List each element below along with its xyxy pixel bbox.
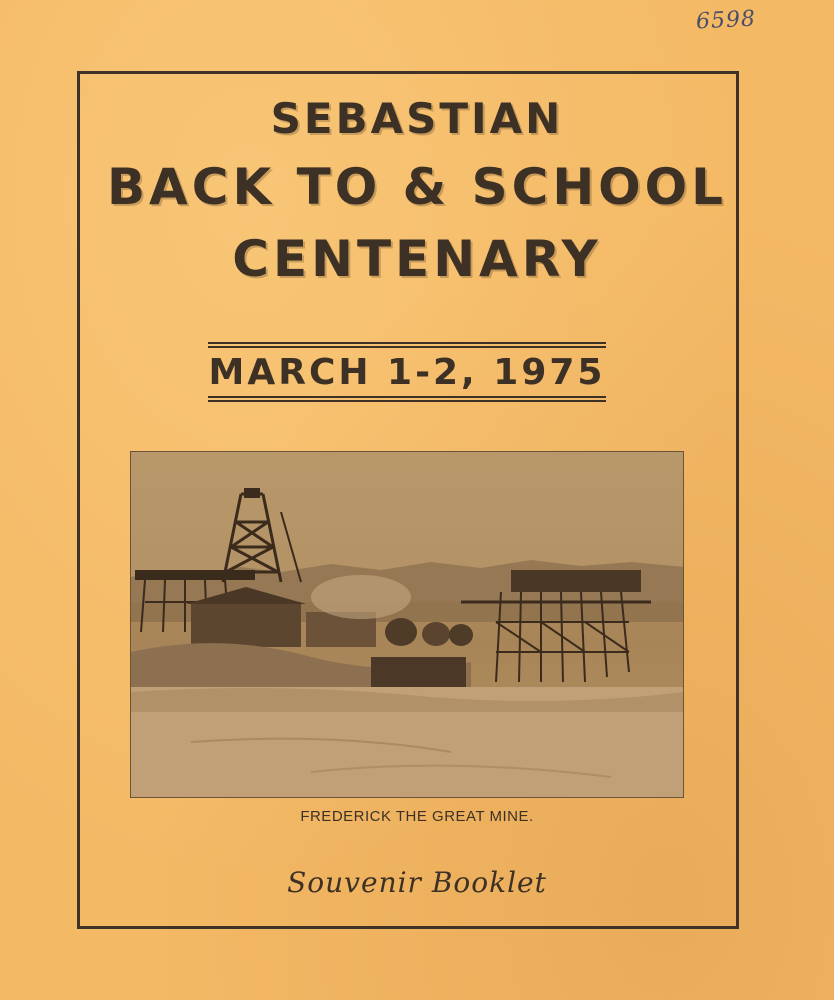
- handwritten-catalog-number: 6598: [695, 6, 757, 35]
- date-rule-top-inner: [208, 346, 606, 348]
- date-rule-top: [208, 342, 606, 344]
- date-rule-bottom-inner: [208, 396, 606, 398]
- event-date-block: [208, 342, 606, 404]
- event-date: MARCH 1-2, 1975: [208, 352, 606, 393]
- title-line-centenary: CENTENARY: [232, 230, 602, 288]
- title-line-sebastian: SEBASTIAN: [270, 94, 564, 143]
- title-line-back-to-school: BACK TO & SCHOOL: [106, 158, 728, 216]
- souvenir-booklet-subtitle: Souvenir Booklet: [287, 866, 547, 899]
- date-rule-bottom: [208, 400, 606, 402]
- mine-photo-illustration: [131, 452, 684, 798]
- photo-caption: FREDERICK THE GREAT MINE.: [300, 808, 534, 825]
- mine-photograph: [130, 451, 684, 798]
